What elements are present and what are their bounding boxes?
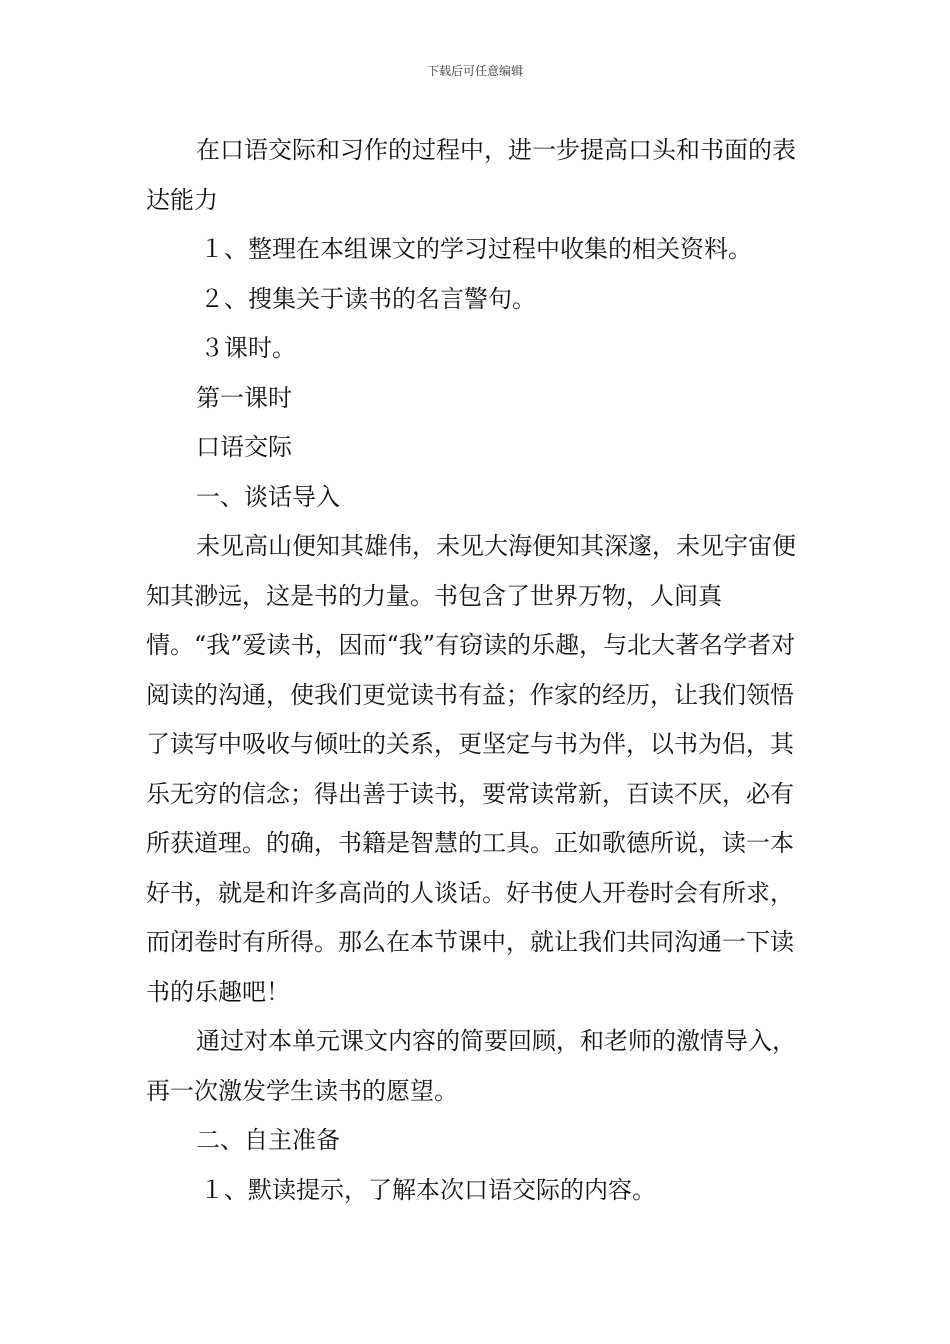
heading-oral-communication: 口语交际 — [196, 433, 292, 461]
heading-section-1: 一、谈话导入 — [196, 482, 340, 511]
paragraph-step-1: １、默读提示，了解本次口语交际的内容。 — [200, 1175, 656, 1204]
heading-section-2: 二、自主准备 — [196, 1126, 340, 1154]
page-header-note: 下载后可任意编辑 — [426, 64, 523, 78]
paragraph-prep-1: １、整理在本组课文的学习过程中收集的相关资料。 — [200, 235, 752, 263]
paragraph-class-hours: ３课时。 — [200, 334, 296, 362]
paragraph-prep-2: ２、搜集关于读书的名言警句。 — [200, 284, 536, 313]
document-body — [146, 126, 810, 1215]
paragraph-intro-talk: 未见高山便知其雄伟，未见大海便知其深邃，未见宇宙便知其渺远，这是书的力量。书包含了世界万物，人间真情。“我”爱读书，因而“我”有窃读的乐趣，与北大著名学者对阅读的沟通，使我们更觉读书有益；作家的经历，让我们领悟了读写中吸收与倾吐的关系，更坚定与书为伴，以书为侣，其乐无穷的信念；得出善于读书，要常读常新，百读不厌，必有所获道理。的确，书籍是智慧的工具。正如歌德所说，读一本好书，就是和许多高尚的人谈话。好书使人开卷时会有所求，而闭卷时有所得。那么在本节课中，就让我们共同沟通一下读书的乐趣吧！ — [146, 532, 796, 1006]
paragraph-review: 通过对本单元课文内容的简要回顾，和老师的激情导入，再一次激发学生读书的愿望。 — [146, 1027, 796, 1105]
heading-first-lesson: 第一课时 — [196, 383, 292, 412]
paragraph-goal: 在口语交际和习作的过程中，进一步提高口头和书面的表达能力 — [146, 136, 796, 214]
